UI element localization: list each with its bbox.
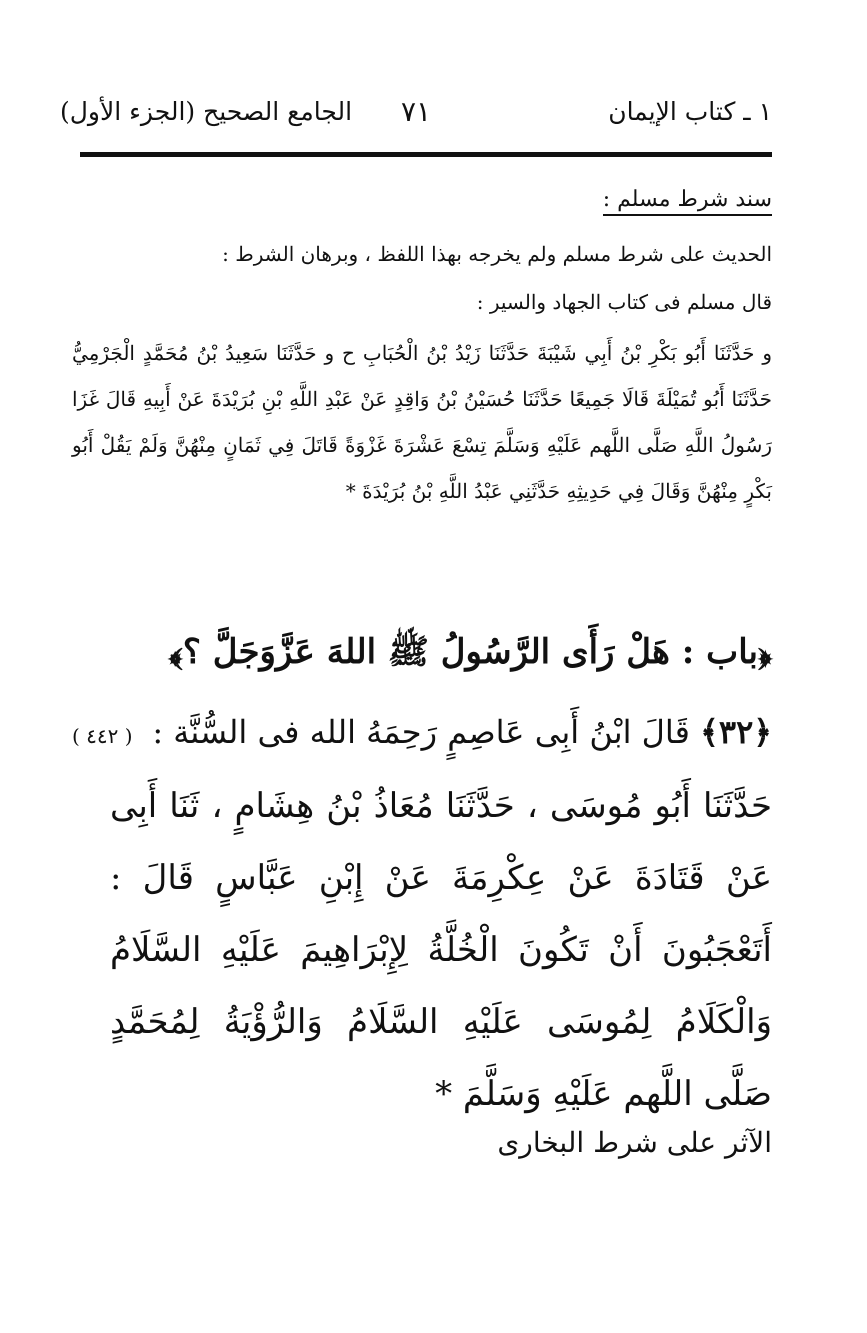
source-paragraph: قال مسلم فى كتاب الجهاد والسير : (476, 290, 772, 314)
page-number: ٧١ (400, 95, 432, 128)
reference-number: ( ٤٤٢ ) (72, 724, 133, 748)
header-divider (80, 152, 772, 157)
bab-heading: ﴿باب : هَلْ رَأَى الرَّسُولُ ﷺ اللهَ عَزَّوَجَلَّ ؟﴾ (168, 632, 772, 672)
footer-note: الآثر على شرط البخارى (497, 1126, 772, 1159)
hadith-number: ﴿٣٢﴾ (700, 713, 772, 751)
page-header (60, 92, 772, 132)
hadith-header (72, 700, 772, 764)
chapter-title: ١ ـ كتاب الإيمان (608, 97, 772, 126)
section-title: سند شرط مسلم : (603, 187, 772, 216)
intro-paragraph: الحديث على شرط مسلم ولم يخرجه بهذا اللفظ ، وبرهان الشرط : (222, 242, 772, 266)
book-title: الجامع الصحيح (الجزء الأول) (60, 97, 353, 126)
section-heading (72, 180, 772, 220)
main-hadith-text: حَدَّثَنَا أَبُو مُوسَى ، حَدَّثَنَا مُعَاذُ بْنُ هِشَامٍ ، ثَنَا أَبِى عَنْ قَتَادَةَ عَنْ عِكْرِمَةَ عَنْ إِبْنِ عَبَّاسٍ قَالَ : أَتَعْجَبُونَ أَنْ تَكُونَ الْخُلَّةُ لِإِبْرَاهِيمَ عَلَيْهِ السَّلَامُ وَالْكَلَامُ لِمُوسَى عَلَيْهِ السَّلَامُ وَالرُّؤْيَةُ لِمُحَمَّدٍ صَلَّى اللَّهم عَلَيْهِ وَسَلَّمَ * (110, 786, 773, 1114)
hadith-paragraph: و حَدَّثَنَا أَبُو بَكْرِ بْنُ أَبِي شَيْبَةَ حَدَّثَنَا زَيْدُ بْنُ الْحُبَابِ ح و حَدَّثَنَا سَعِيدُ بْنُ مُحَمَّدٍ الْجَرْمِيُّ حَدَّثَنَا أَبُو تُمَيْلَةَ قَالَا جَمِيعًا حَدَّثَنَا حُسَيْنُ بْنُ وَاقِدٍ عَنْ عَبْدِ اللَّهِ بْنِ بُرَيْدَةَ عَنْ أَبِيهِ قَالَ غَزَا رَسُولُ اللَّهِ صَلَّى اللَّهم عَلَيْهِ وَسَلَّمَ تِسْعَ عَشْرَةَ غَزْوَةً قَاتَلَ فِي ثَمَانٍ مِنْهُنَّ وَلَمْ يَقُلْ أَبُو بَكْرٍ مِنْهُنَّ وَقَالَ فِي حَدِيثِهِ حَدَّثَنِي عَبْدُ اللَّهِ بْنُ بُرَيْدَةَ * (72, 341, 772, 503)
hadith-intro: قَالَ ابْنُ أَبِى عَاصِمٍ رَحِمَهُ الله فى السُّنَّة : (152, 713, 690, 751)
